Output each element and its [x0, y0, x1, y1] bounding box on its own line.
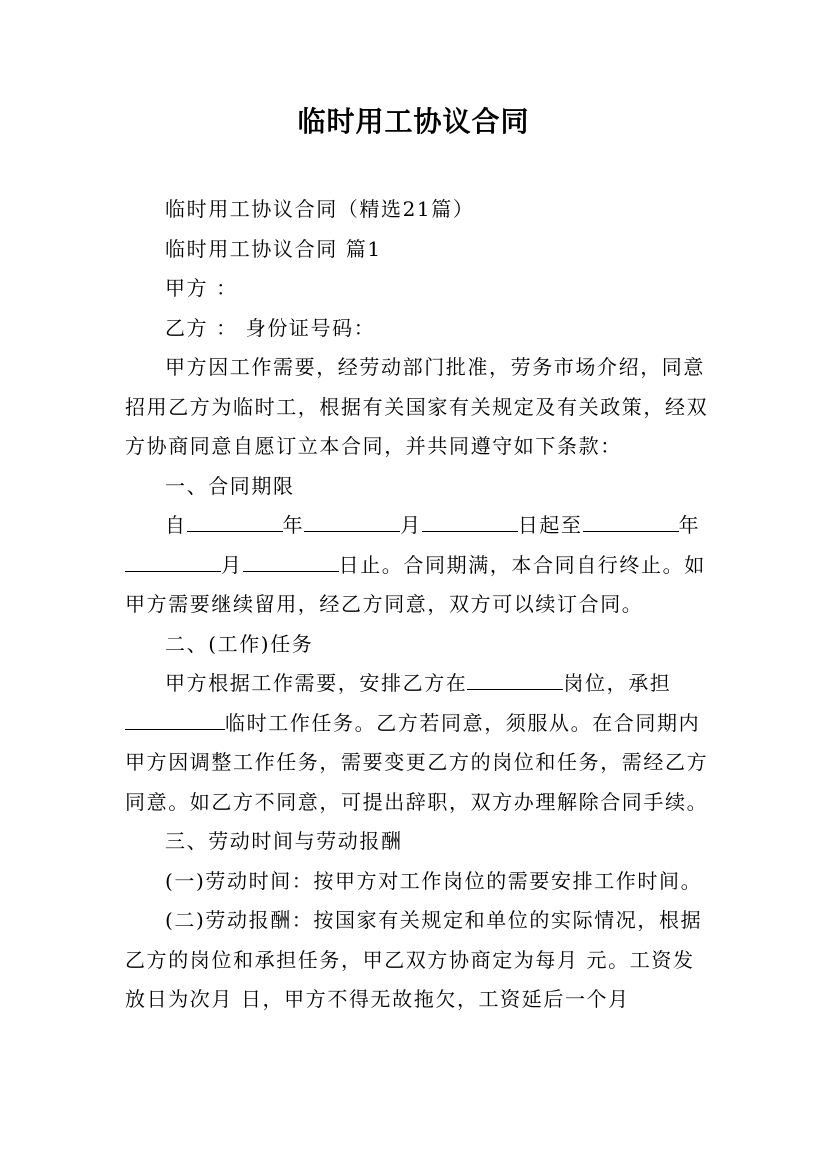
party-a-line: 甲方 ： — [165, 276, 238, 300]
term-month-2: 月 — [221, 552, 243, 577]
term-end: 日止。合同期满，本合同自行终止。如甲方需要继续留用，经乙方同意，双方可以续订合同。 — [125, 552, 706, 616]
section-2-paragraph — [125, 664, 710, 822]
term-month: 月 — [400, 513, 422, 537]
party-b-line: 乙方 ： 身份证号码： — [165, 315, 376, 340]
task-part-3: 临时工作任务。乙方若同意，须服从。在合同期内甲方因调整工作任务，需要变更乙方的岗位和任务，需经乙方同意。如乙方不同意，可提出辞职，双方办理解除合同手续。 — [125, 710, 709, 814]
term-day-start: 日起至 — [517, 513, 583, 537]
blank-end-year-prefix — [583, 509, 679, 532]
article-heading: 临时用工协议合同 篇1 — [165, 236, 382, 261]
section-1-heading: 一、合同期限 — [165, 473, 295, 498]
task-part-2: 岗位，承担 — [563, 671, 672, 695]
blank-start-day — [422, 509, 518, 532]
term-year-2: 年 — [678, 513, 701, 537]
document-body — [125, 190, 710, 1020]
subtitle-line: 临时用工协议合同（精选21篇） — [165, 197, 475, 221]
blank-end-month — [125, 549, 221, 572]
section-3-item-1: (一)劳动时间：按甲方对工作岗位的需要安排工作时间。 — [165, 868, 703, 893]
blank-end-day — [243, 549, 339, 572]
blank-position — [467, 667, 563, 690]
blank-start-month — [304, 509, 400, 532]
term-year: 年 — [282, 513, 305, 537]
section-3-heading: 三、劳动时间与劳动报酬 — [165, 829, 403, 853]
blank-task — [125, 707, 225, 730]
task-part-1: 甲方根据工作需要，安排乙方在 — [165, 671, 468, 695]
term-from: 自 — [165, 513, 187, 537]
section-2-heading: 二、(工作)任务 — [165, 631, 314, 656]
intro-paragraph: 甲方因工作需要，经劳动部门批准，劳务市场介绍，同意招用乙方为临时工，根据有关国家有关规定及有关政策，经双方协商同意自愿订立本合同，并共同遵守如下条款： — [125, 355, 709, 458]
section-3-item-2: (二)劳动报酬：按国家有关规定和单位的实际情况，根据乙方的岗位和承担任务，甲乙双方协商定为每月 元。工资发放日为次月 日，甲方不得无故拖欠，工资延后一个月 — [125, 908, 703, 1011]
document-title: 临时用工协议合同 — [297, 105, 530, 138]
blank-start-year — [187, 509, 283, 532]
section-1-paragraph — [125, 506, 710, 625]
